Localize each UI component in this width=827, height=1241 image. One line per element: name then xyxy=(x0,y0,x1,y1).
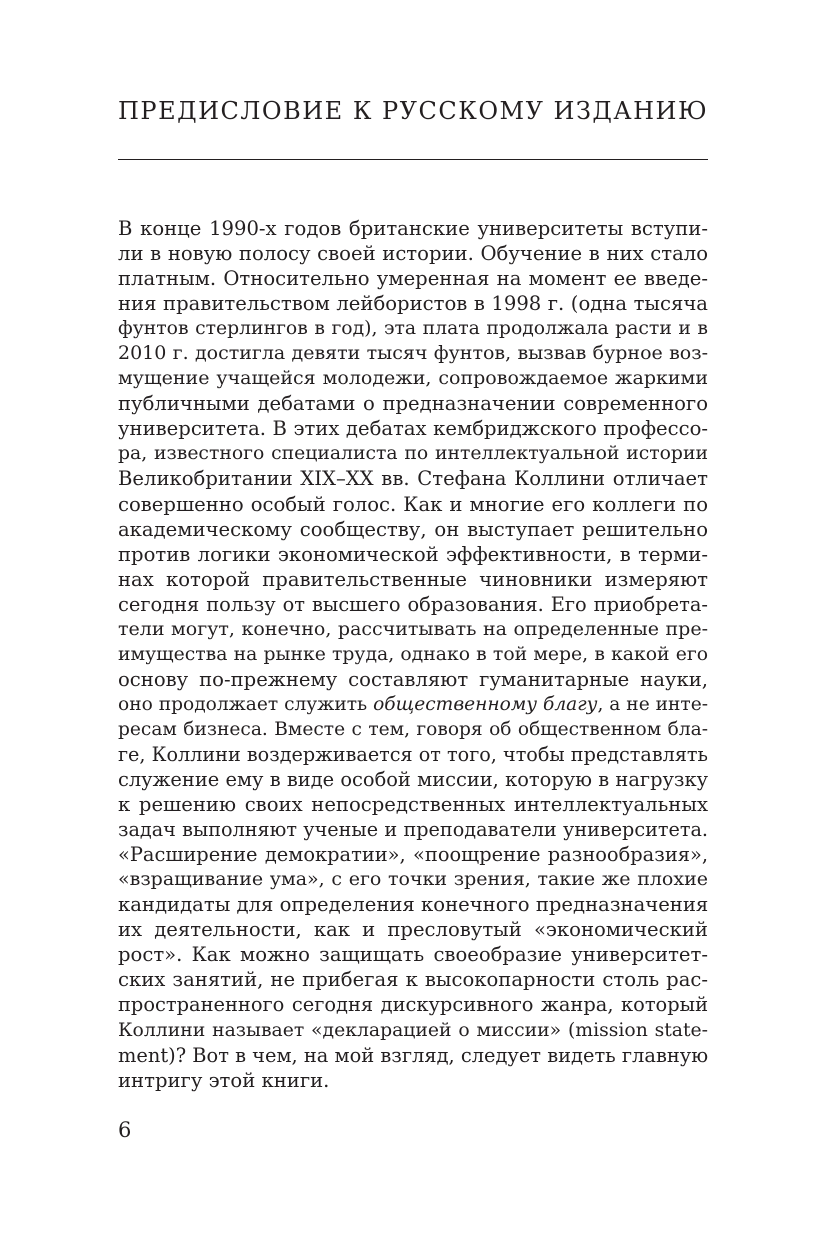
text-line: их деятельности, как и пресловутый «экономический xyxy=(118,918,708,942)
text-line: кандидаты для определения конечного предназначения xyxy=(118,893,709,917)
text-line: основу по-прежнему составляют гуманитарные науки, xyxy=(118,667,708,691)
text-line: задач выполняют ученые и преподаватели университета. xyxy=(118,818,708,842)
text-line: фунтов стерлингов в год), эта плата продолжала расти и в xyxy=(118,318,708,340)
text-line: университета. В этих дебатах кембриджского профессо- xyxy=(118,417,708,441)
text-line: «взращивание ума», с его точки зрения, такие же плохие xyxy=(118,868,708,891)
text-line: против логики экономической эффективности, в терми- xyxy=(118,542,708,566)
text-line: ли в новую полосу своей истории. Обучение в них стало xyxy=(118,242,708,266)
text-line: академическому сообществу, он выступает решительно xyxy=(118,517,708,541)
text-line: к решению своих непосредственных интеллектуальных xyxy=(118,793,708,817)
text-segment: , а не инте- xyxy=(597,693,709,715)
text-line: Великобритании XIX–XX вв. Стефана Коллини отличает xyxy=(118,467,708,491)
text-line: публичными дебатами о предназначении современного xyxy=(118,392,708,416)
emphasized-phrase: общественному благу xyxy=(373,693,598,715)
text-segment: оно продолжает служить xyxy=(118,693,374,715)
text-line: пространенного сегодня дискурсивного жанра, который xyxy=(118,993,708,1017)
text-line: ресам бизнеса. Вместе с тем, говоря об общественном бла- xyxy=(118,718,708,740)
text-line-with-emphasis xyxy=(118,692,708,717)
text-line: ment)? Вот в чем, на мой взгляд, следует видеть главную xyxy=(118,1043,709,1067)
text-line: служение ему в виде особой миссии, которую в нагрузку xyxy=(118,768,708,792)
text-line: совершенно особый голос. Как и многие его коллеги по xyxy=(118,492,708,516)
text-line: ге, Коллини воздерживается от того, чтобы представлять xyxy=(118,742,708,766)
text-line: платным. Относительно умеренная на момент ее введе- xyxy=(118,267,708,291)
text-line: ских занятий, не прибегая к высокопарности столь рас- xyxy=(118,968,708,992)
text-line: мущение учащейся молодежи, сопровождаемое жаркими xyxy=(118,367,708,390)
text-line: В конце 1990-х годов британские университеты вступи- xyxy=(118,217,708,240)
text-line: «Расширение демократии», «поощрение разнообразия», xyxy=(118,843,708,867)
text-line-last: интригу этой книги. xyxy=(118,1068,330,1092)
body-paragraph xyxy=(118,216,708,1093)
text-line: имущества на рынке труда, однако в той мере, в какой его xyxy=(118,643,708,665)
text-line: ния правительством лейбористов в 1998 г. (одна тысяча xyxy=(118,292,708,316)
text-line: 2010 г. достигла девяти тысяч фунтов, вызвав бурное воз- xyxy=(118,342,708,365)
text-line: тели могут, конечно, рассчитывать на определенные пре- xyxy=(118,617,708,640)
text-line: сегодня пользу от высшего образования. Его приобрета- xyxy=(118,592,708,616)
title-divider xyxy=(118,159,708,160)
text-line: ра, известного специалиста по интеллектуальной истории xyxy=(118,443,708,465)
text-line: Коллини называет «декларацией о миссии» (mission state- xyxy=(118,1019,708,1041)
text-line: нах которой правительственные чиновники измеряют xyxy=(118,567,708,591)
chapter-title: ПРЕДИСЛОВИЕ К РУССКОМУ ИЗДАНИЮ xyxy=(118,97,709,125)
text-line: рост». Как можно защищать своеобразие университет- xyxy=(118,943,708,967)
page-number: 6 xyxy=(118,1118,132,1142)
